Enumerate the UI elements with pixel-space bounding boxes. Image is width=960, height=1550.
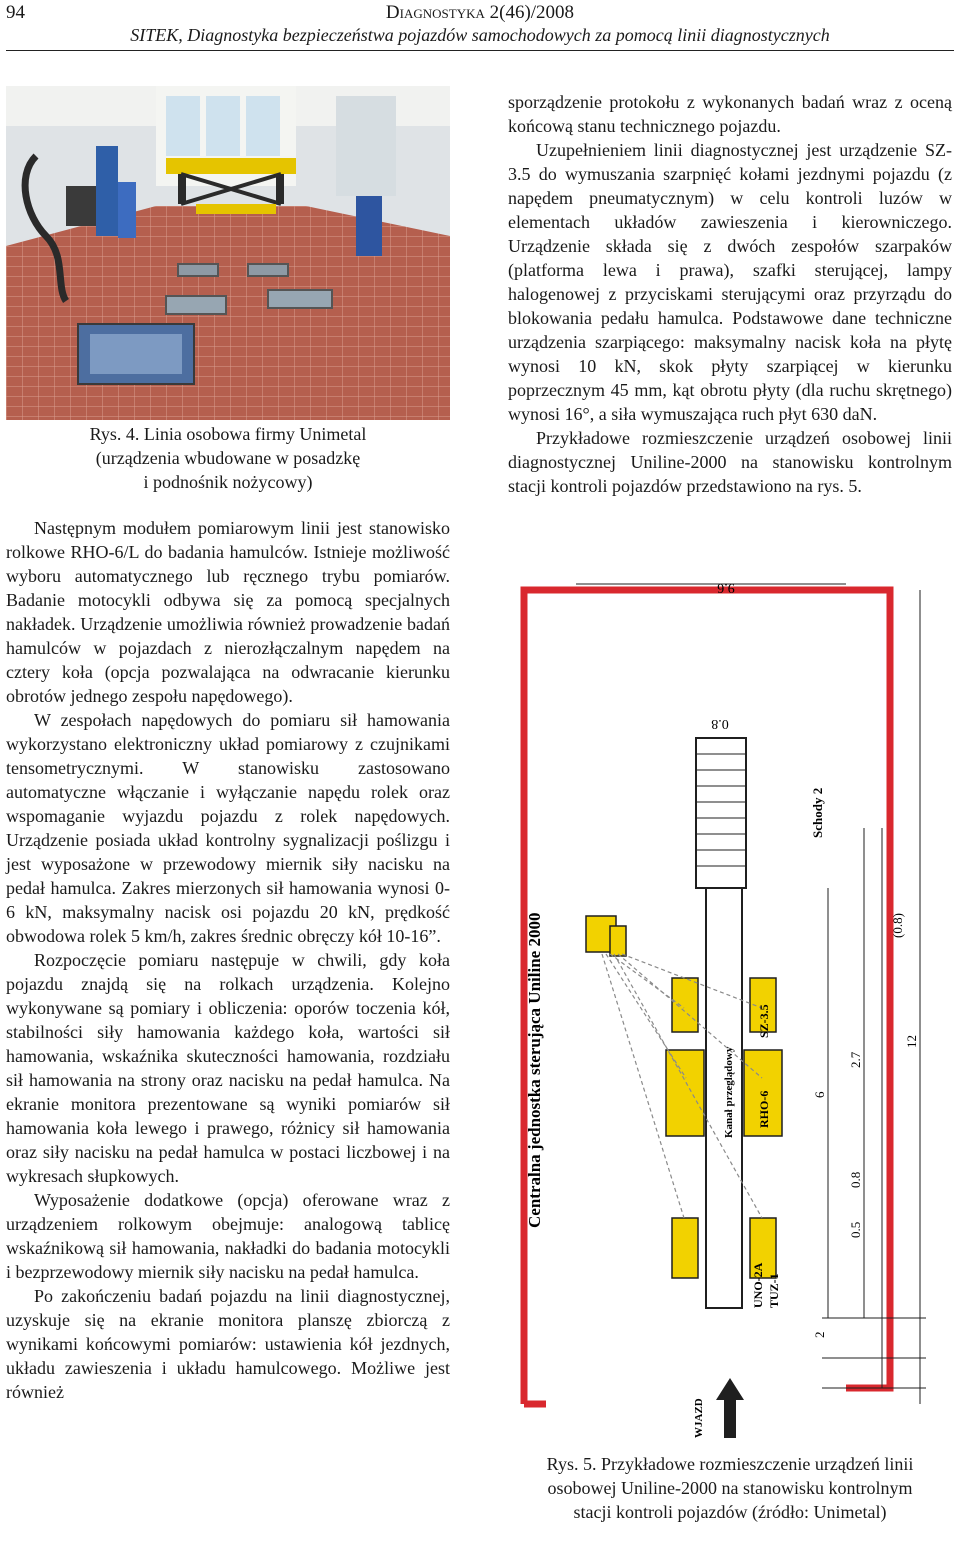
stair-steps (696, 754, 746, 866)
pit-label: Kanał przeglądowy (723, 1046, 735, 1138)
device-sz-left (672, 978, 698, 1032)
stairs-label: Schody 2 (810, 787, 825, 838)
rho-label: RHO-6 (757, 1090, 771, 1128)
figure-4-caption (6, 422, 450, 494)
entry-label: WJAZD (693, 1398, 705, 1438)
figure-4-photo (6, 86, 450, 420)
caption-line: stacji kontroli pojazdów (źródło: Unimetal) (573, 1502, 887, 1522)
paragraph: Rozpoczęcie pomiaru następuje w chwili, gdy koła pojazdu znajdą się na rolkach urządzenia. Kolejno wykonywane są pomiary i obliczenia: oporów toczenia kół, stabilności siły hamowania każdego koła, wartości sił hamowania, wskaźnika skuteczności hamowania, rozdziału sił hamowania na strony oraz nacisku na pedał hamulca. Na ekranie monitora prezentowane są wyniki pomiarów sił hamowania koła lewego i prawego, różnicy sił hamowania oraz siły nacisku na pedał hamulca w postaci liczbowej i na wykresach słupkowych. (6, 950, 450, 1186)
dim-2: 2 (812, 1331, 827, 1338)
journal-issue: 2(46)/2008 (489, 2, 575, 23)
dim-2-7: 2.7 (848, 1051, 863, 1068)
journal-title (0, 2, 960, 24)
paragraph: Przykładowe rozmieszczenie urządzeń osobowej linii diagnostycznej Uniline-2000 na stanowisku kontrolnym stacji kontroli pojazdów przedstawiono na rys. 5. (508, 428, 952, 496)
uno-label: UNO-2A (751, 1262, 765, 1308)
journal-name: Diagnostyka (385, 2, 485, 23)
dim-0-5: 0.5 (848, 1221, 863, 1238)
dim-0-8: 0.8 (848, 1171, 863, 1188)
paragraph: Następnym modułem pomiarowym linii jest stanowisko rolkowe RHO-6/L do badania hamulców. Istnieje możliwość wyboru automatycznego lub ręcznego trybu pomiarów. Badanie motocykli odbywa się za pomocą specjalnych nakładek. Urządzenie umożliwia również prowadzenie badań hamulców w pojazdach z nierozłączalnym napędem na cztery koła (opcja pozwalająca na odwracanie kierunku obrotów jednego zespołu napędowego). (6, 518, 450, 706)
left-column (6, 516, 450, 1404)
dim-12: 12 (904, 1035, 919, 1048)
caption-line: Rys. 4. Linia osobowa firmy Unimetal (89, 424, 367, 444)
right-column (508, 90, 952, 498)
caption-line: (urządzenia wbudowane w posadzkę (95, 448, 361, 468)
caption-line: osobowej Uniline-2000 na stanowisku kontrolnym (547, 1478, 913, 1498)
top-dimension: 9.6 (717, 580, 735, 595)
paragraph: W zespołach napędowych do pomiaru sił hamowania wykorzystano elektroniczny układ pomiarowy z czujnikami tensometrycznymi. W stanowisku zastosowano automatyczne włączanie i wyłączanie napędu rolek oraz wspomaganie wyjazdu pojazdu z rolek napędowych. Urządzenie posiada układ kontrolny sygnalizacji poślizgu i jest wyposażone w przewodowy miernik siły nacisku na pedał hamulca. Zakres mierzonych sił hamowania wynosi 0-6 kN, maksymalny nacisk osi pojazdu 20 kN, prędkość obwodowa rolek 5 km/h, zakres średnic obręczy kół 10-16”. (6, 710, 450, 946)
control-unit-label: Centralna jednostka sterująca Uniline 2000 (525, 912, 544, 1228)
header-rule (6, 50, 954, 51)
page-header (0, 0, 960, 52)
side-dimension: (0.8) (890, 913, 905, 938)
tuz-label: TUZ-1 (767, 1273, 781, 1308)
page-number: 94 (6, 2, 25, 23)
sz-label: SZ-3.5 (757, 1004, 771, 1038)
entry-arrow-icon (716, 1378, 744, 1438)
paragraph: Uzupełnieniem linii diagnostycznej jest urządzenie SZ-3.5 do wymuszania szarpnięć kołami jezdnymi pojazdu (z napędem pneumatycznym) w celu kontroli luzów w elementach układów zawieszenia i kierowniczego. Urządzenie składa się z dwóch zespołów szarpaków (platforma lewa i prawa), szafki sterującej, lampy halogenowej z przyciskami sterującymi oraz przyrządu do blokowania pedału hamulca. Podstawowe dane techniczne urządzenia szarpiącego: maksymalny nacisk koła na płytę wynosi 10 kN, skok płyty szarpiącej w kierunku poprzecznym 45 mm, kąt obrotu płyty (dla ruchu skrętnego) wynosi 16°, a siła wymuszająca ruch płyt 630 daN. (508, 140, 952, 424)
figure-5-caption (506, 1452, 954, 1524)
stairs-dimension: 0.8 (711, 716, 729, 731)
paragraph: sporządzenie protokołu z wykonanych badań wraz z oceną końcową stanu technicznego pojazdu. (508, 92, 952, 136)
dim-6: 6 (812, 1091, 827, 1098)
caption-line: Rys. 5. Przykładowe rozmieszczenie urządzeń linii (546, 1454, 914, 1474)
dimension-lines (822, 590, 926, 1404)
device-rho-left (666, 1050, 704, 1136)
figure-5-diagram (506, 578, 950, 1444)
paragraph: Wyposażenie dodatkowe (opcja) oferowane wraz z urządzeniem rolkowym obejmuje: analogową tablicę wskaźnikową sił hamowania, nakładki do badania motocykli i bezprzewodowy miernik siły nacisku na pedał hamulca. (6, 1190, 450, 1282)
paragraph: Po zakończeniu badań pojazdu na linii diagnostycznej, uzyskuje się na ekranie monitora planszę zbiorczą z wynikami końcowymi pomiarów: ustawienia kół jezdnych, układu zawieszenia i układu hamulcowego. Możliwe jest również (6, 1286, 450, 1402)
caption-line: i podnośnik nożycowy) (143, 472, 313, 492)
running-title: SITEK, Diagnostyka bezpieczeństwa pojazdów samochodowych za pomocą linii diagnostycznych (130, 25, 830, 45)
device-uno-left (672, 1218, 698, 1278)
control-cabinet-2 (610, 926, 626, 956)
